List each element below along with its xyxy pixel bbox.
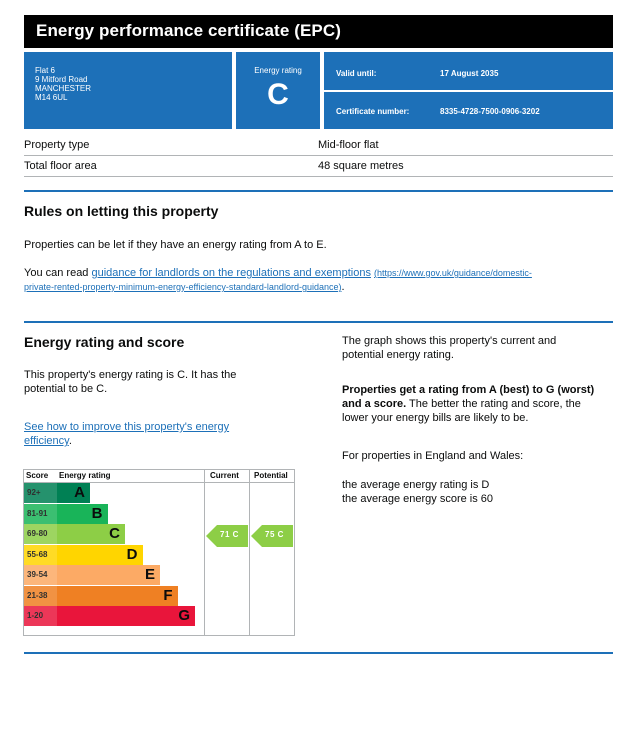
energy-rating-box [236,52,320,129]
band-row-g [24,606,204,626]
average-score-line: the average energy score is 60 [342,493,494,505]
section-divider [24,321,613,323]
certificate-number-label: Certificate number: [336,107,410,116]
energy-paragraph-line-2: potential to be C. [24,383,108,395]
improve-suffix: . [68,435,72,447]
potential-rating-label: 75 C [265,530,284,539]
band-bar-d [57,545,143,565]
valid-until-value: 17 August 2035 [440,69,499,78]
section-divider [24,190,613,192]
improve-efficiency-paragraph [24,420,229,448]
graph-column-line [204,469,205,636]
band-bar-b [57,504,108,524]
floor-area-row [24,156,613,177]
band-score-g: 1-20 [24,606,57,626]
guidance-suffix: . [341,281,345,293]
address-line-3: MANCHESTER [35,84,92,93]
rating-explanation-line-3: lower your energy bills are likely to be. [342,412,529,424]
graph-header-current: Current [210,471,239,480]
guidance-url-line-2[interactable]: private-rented-property-minimum-energy-efficiency-standard-landlord-guidance) [24,282,342,292]
address-line-2: 9 Mitford Road [35,75,88,84]
meta-divider [324,90,613,92]
improve-efficiency-link-line-2[interactable]: efficiency [24,435,69,447]
graph-header-potential: Potential [254,471,288,480]
band-row-e [24,565,204,585]
current-rating-arrow [206,525,248,545]
band-score-b: 81-91 [24,504,57,524]
band-bar-g [57,606,195,626]
band-score-f: 21-38 [24,586,57,606]
band-row-b [24,504,204,524]
property-type-label: Property type [24,139,90,151]
band-letter-f: F [163,586,173,604]
graph-header-score: Score [26,471,49,480]
property-type-row [24,135,613,156]
band-score-a: 92+ [24,483,57,503]
band-row-d [24,545,204,565]
certificate-meta [324,52,613,129]
letting-guidance-paragraph [24,266,604,294]
energy-rating-graph [23,469,295,636]
band-bar-f [57,586,178,606]
rating-explanation-rest: The better the rating and score, the [406,398,581,410]
rating-explanation-bold-1: Properties get a rating from A (best) to G (worst) [342,384,595,396]
band-letter-c: C [109,525,120,542]
floor-area-value: 48 square metres [318,160,404,172]
letting-heading: Rules on letting this property [24,203,219,219]
certificate-number-value: 8335-4728-7500-0906-3202 [440,107,540,116]
guidance-prefix: You can read [24,267,92,279]
address-line-4: M14 6UL [35,93,68,102]
band-letter-b: B [91,504,103,522]
improve-efficiency-link-line-1[interactable]: See how to improve this property's energy [24,421,230,433]
band-score-c: 69-80 [24,524,57,544]
england-wales-note: For properties in England and Wales: [342,450,524,462]
potential-rating-arrow [251,525,293,545]
landlord-guidance-link[interactable]: guidance for landlords on the regulations and exemptions [91,267,371,279]
band-letter-g: G [178,607,190,624]
energy-paragraph-line-1: This property's energy rating is C. It has the [24,369,237,381]
band-letter-d: D [126,545,138,563]
rating-explanation [342,383,594,425]
energy-rating-letter: C [267,78,289,111]
letting-paragraph: Properties can be let if they have an energy rating from A to E. [24,239,327,251]
page-title: Energy performance certificate (EPC) [24,15,613,48]
band-bar-e [57,565,160,585]
summary-band [24,52,613,129]
graph-column-line [249,469,250,636]
section-divider [24,652,613,654]
band-bar-a [57,483,90,503]
graph-description-line-1: The graph shows this property's current and [342,335,557,347]
property-details-table [24,135,613,177]
average-ratings [342,478,493,506]
band-row-a [24,483,204,503]
average-rating-line: the average energy rating is D [342,479,490,491]
certificate-number-row [336,107,605,116]
energy-rating-paragraph [24,368,236,396]
band-score-e: 39-54 [24,565,57,585]
graph-description [342,334,556,362]
guidance-url-line-1[interactable]: (https://www.gov.uk/guidance/domestic- [374,268,532,278]
band-row-f [24,586,204,606]
graph-header-rating: Energy rating [59,471,111,480]
band-score-d: 55-68 [24,545,57,565]
address-line-1: Flat 6 [35,66,56,75]
valid-until-row [336,69,605,78]
band-letter-a: A [74,484,85,501]
energy-heading: Energy rating and score [24,334,185,350]
band-row-c [24,524,204,544]
current-rating-label: 71 C [220,530,239,539]
valid-until-label: Valid until: [336,69,377,78]
rating-explanation-bold-2: and a score. [342,398,407,410]
address-block [24,52,232,129]
band-letter-e: E [144,566,155,583]
property-type-value: Mid-floor flat [318,139,379,151]
floor-area-label: Total floor area [24,160,97,172]
energy-rating-label: Energy rating [254,66,302,75]
band-bar-c [57,524,125,544]
graph-description-line-2: potential energy rating. [342,349,454,361]
